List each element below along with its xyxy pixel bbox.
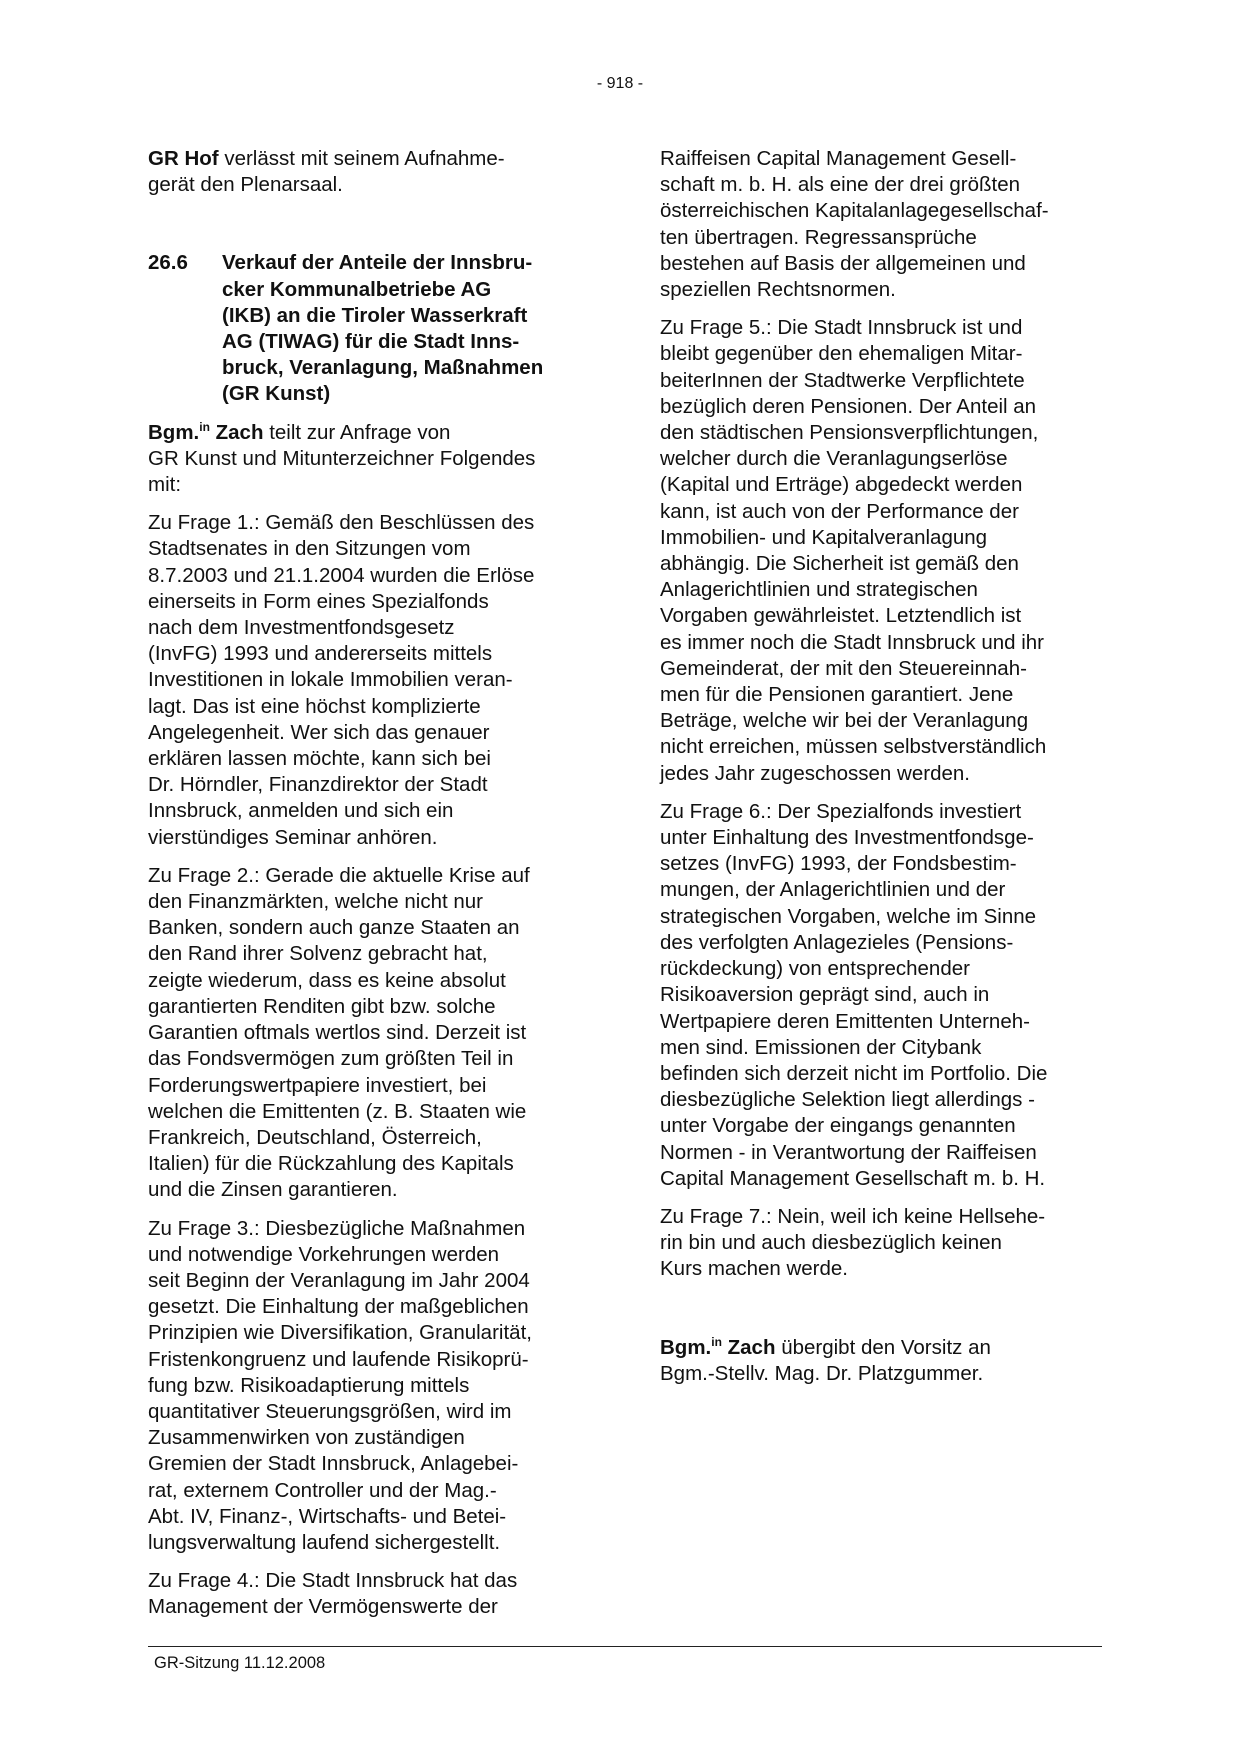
title-line: (GR Kunst) — [222, 382, 331, 406]
answer-question-4-start — [148, 1568, 588, 1620]
answer-question-6 — [660, 799, 1110, 1192]
text-line: Fristenkongruenz und laufende Risikoprü- — [148, 1347, 529, 1371]
speaker-line: GR Kunst und Mitunterzeichner Folgendes — [148, 446, 536, 470]
text-line: gesetzt. Die Einhaltung der maßgeblichen — [148, 1295, 529, 1319]
text-line: Stadtsenates in den Sitzungen vom — [148, 537, 471, 561]
text-line: rat, externem Controller und der Mag.- — [148, 1478, 497, 1502]
speaker-title: Bgm. — [148, 420, 200, 444]
text-line: Management der Vermögenswerte der — [148, 1595, 498, 1619]
answer-question-5 — [660, 315, 1110, 787]
text-line: zeigte wiederum, dass es keine absolut — [148, 968, 506, 992]
text-line: Dr. Hörndler, Finanzdirektor der Stadt — [148, 773, 488, 797]
text-line: mungen, der Anlagerichtlinien und der — [660, 878, 1006, 902]
text-line: Immobilien- und Kapitalveranlagung — [660, 525, 988, 549]
text-line: men sind. Emissionen der Citybank — [660, 1035, 982, 1059]
text-line: beiterInnen der Stadtwerke Verpflichtete — [660, 368, 1025, 392]
title-line: (IKB) an die Tiroler Wasserkraft — [222, 303, 528, 327]
text-line: unter Einhaltung des Investmentfondsge- — [660, 826, 1034, 850]
intro-line: gerät den Plenarsaal. — [148, 173, 343, 197]
text-line: den Finanzmärkten, welche nicht nur — [148, 890, 484, 914]
text-line: des verfolgten Anlagezieles (Pensions- — [660, 930, 1014, 954]
text-line: Frankreich, Deutschland, Österreich, — [148, 1125, 482, 1149]
text-line: welchen die Emittenten (z. B. Staaten wie — [148, 1099, 527, 1123]
text-line: lagt. Das ist eine höchst komplizierte — [148, 694, 481, 718]
text-line: Investitionen in lokale Immobilien veran- — [148, 668, 513, 692]
agenda-item-title — [222, 250, 543, 407]
text-line: Zu Frage 3.: Diesbezügliche Maßnahmen — [148, 1216, 526, 1240]
text-line: Angelegenheit. Wer sich das genauer — [148, 720, 490, 744]
text-line: (Kapital und Erträge) abgedeckt werden — [660, 473, 1023, 497]
text-line: Zu Frage 6.: Der Spezialfonds investiert — [660, 799, 1022, 823]
text-line: men für die Pensionen garantiert. Jene — [660, 683, 1014, 707]
closing-paragraph — [660, 1335, 1110, 1387]
text-line: lungsverwaltung laufend sichergestellt. — [148, 1530, 501, 1554]
text-line: es immer noch die Stadt Innsbruck und ihr — [660, 630, 1044, 654]
text-line: Prinzipien wie Diversifikation, Granularität, — [148, 1321, 532, 1345]
text-line: quantitativer Steuerungsgrößen, wird im — [148, 1399, 512, 1423]
text-line: setzes (InvFG) 1993, der Fondsbestim- — [660, 852, 1017, 876]
text-line: strategischen Vorgaben, welche im Sinne — [660, 904, 1037, 928]
text-line: Raiffeisen Capital Management Gesell- — [660, 147, 1017, 170]
footer-session-date: GR-Sitzung 11.12.2008 — [154, 1654, 326, 1672]
text-line: Zu Frage 5.: Die Stadt Innsbruck ist und — [660, 316, 1023, 340]
text-line: jedes Jahr zugeschossen werden. — [660, 761, 970, 785]
text-line: Garantien oftmals wertlos sind. Derzeit ist — [148, 1021, 527, 1045]
text-line: Zu Frage 1.: Gemäß den Beschlüssen des — [148, 511, 535, 535]
text-line: rin bin und auch diesbezüglich keinen — [660, 1231, 1002, 1255]
closing-line: übergibt den Vorsitz an — [781, 1335, 991, 1359]
text-line: ten übertragen. Regressansprüche — [660, 225, 977, 249]
text-line: 8.7.2003 und 21.1.2004 wurden die Erlöse — [148, 563, 535, 587]
speaker-title-sup: in — [199, 419, 210, 434]
text-line: bestehen auf Basis der allgemeinen und — [660, 251, 1026, 275]
text-line: den Rand ihrer Solvenz gebracht hat, — [148, 942, 488, 966]
text-line: schaft m. b. H. als eine der drei größten — [660, 173, 1021, 197]
closing-speaker-title: Bgm. — [660, 1335, 712, 1359]
closing-speaker-name: Zach — [727, 1335, 776, 1359]
intro-paragraph — [148, 146, 588, 198]
title-line: Verkauf der Anteile der Innsbru- — [222, 251, 533, 275]
text-line: seit Beginn der Veranlagung im Jahr 2004 — [148, 1268, 530, 1292]
text-line: bleibt gegenüber den ehemaligen Mitar- — [660, 342, 1023, 366]
text-line: und die Zinsen garantieren. — [148, 1178, 398, 1202]
answer-question-3 — [148, 1216, 588, 1557]
text-line: Gemeinderat, der mit den Steuereinnah- — [660, 656, 1027, 680]
text-line: erklären lassen möchte, kann sich bei — [148, 747, 491, 771]
closing-speaker-title-sup: in — [711, 1334, 722, 1349]
title-line: AG (TIWAG) für die Stadt Inns- — [222, 330, 520, 354]
speaker-line: teilt zur Anfrage von — [269, 420, 451, 444]
text-line: diesbezügliche Selektion liegt allerdings - — [660, 1088, 1035, 1112]
text-line: Vorgaben gewährleistet. Letztendlich ist — [660, 604, 1022, 628]
text-line: garantierten Renditen gibt bzw. solche — [148, 994, 496, 1018]
text-line: Anlagerichtlinien und strategischen — [660, 578, 978, 602]
agenda-item-number: 26.6 — [148, 251, 188, 275]
text-line: (InvFG) 1993 und andererseits mittels — [148, 642, 493, 666]
speaker-paragraph — [148, 420, 588, 499]
speaker-name: Zach — [215, 420, 264, 444]
text-line: unter Vorgabe der eingangs genannten — [660, 1114, 1016, 1138]
answer-question-2 — [148, 863, 588, 1204]
text-line: Zu Frage 2.: Gerade die aktuelle Krise auf — [148, 863, 530, 887]
text-line: Kurs machen werde. — [660, 1257, 849, 1281]
text-line: Gremien der Stadt Innsbruck, Anlagebei- — [148, 1452, 519, 1476]
text-line: Banken, sondern auch ganze Staaten an — [148, 916, 520, 940]
spacer — [148, 210, 588, 250]
right-column — [660, 146, 1110, 1399]
spacer — [660, 1295, 1110, 1335]
text-line: Risikoaversion geprägt sind, auch in — [660, 983, 990, 1007]
text-line: einerseits in Form eines Spezialfonds — [148, 589, 489, 613]
answer-question-7 — [660, 1204, 1110, 1283]
text-line: den städtischen Pensionsverpflichtungen, — [660, 421, 1039, 445]
text-line: kann, ist auch von der Performance der — [660, 499, 1019, 523]
text-line: rückdeckung) von entsprechender — [660, 957, 970, 981]
answer-question-1 — [148, 510, 588, 851]
text-line: Innsbruck, anmelden und sich ein — [148, 799, 454, 823]
intro-speaker: GR Hof — [148, 147, 219, 170]
text-line: österreichischen Kapitalanlagegesellschaf- — [660, 199, 1049, 223]
page-number: - 918 - — [596, 75, 644, 92]
text-line: vierstündiges Seminar anhören. — [148, 825, 438, 849]
text-line: Normen - in Verantwortung der Raiffeisen — [660, 1140, 1037, 1164]
text-line: Wertpapiere deren Emittenten Unterneh- — [660, 1009, 1030, 1033]
speaker-line: mit: — [148, 473, 182, 497]
text-line: Capital Management Gesellschaft m. b. H. — [660, 1166, 1046, 1190]
left-column — [148, 146, 588, 1633]
text-line: fung bzw. Risikoadaptierung mittels — [148, 1373, 470, 1397]
text-line: nach dem Investmentfondsgesetz — [148, 616, 455, 640]
text-line: und notwendige Vorkehrungen werden — [148, 1242, 500, 1266]
text-line: befinden sich derzeit nicht im Portfolio. Die — [660, 1061, 1048, 1085]
title-line: bruck, Veranlagung, Maßnahmen — [222, 356, 544, 380]
closing-line: Bgm.-Stellv. Mag. Dr. Platzgummer. — [660, 1361, 984, 1385]
text-line: Zu Frage 7.: Nein, weil ich keine Hellsehe- — [660, 1204, 1046, 1228]
title-line: cker Kommunalbetriebe AG — [222, 277, 492, 301]
text-line: Italien) für die Rückzahlung des Kapitals — [148, 1152, 514, 1176]
footer-divider — [148, 1646, 1102, 1647]
text-line: nicht erreichen, müssen selbstverständlich — [660, 735, 1047, 759]
text-line: Zu Frage 4.: Die Stadt Innsbruck hat das — [148, 1569, 518, 1593]
text-line: bezüglich deren Pensionen. Der Anteil an — [660, 394, 1037, 418]
text-line: welcher durch die Veranlagungserlöse — [660, 447, 1008, 471]
text-line: Abt. IV, Finanz-, Wirtschafts- und Betei- — [148, 1504, 507, 1528]
text-line: speziellen Rechtsnormen. — [660, 278, 896, 302]
text-line: Zusammenwirken von zuständigen — [148, 1426, 465, 1450]
text-line: abhängig. Die Sicherheit ist gemäß den — [660, 552, 1019, 576]
text-line: das Fondsvermögen zum größten Teil in — [148, 1047, 514, 1071]
intro-line: verlässt mit seinem Aufnahme- — [224, 147, 505, 170]
agenda-item-heading — [148, 250, 588, 407]
answer-question-4-continued — [660, 146, 1110, 303]
text-line: Forderungswertpapiere investiert, bei — [148, 1073, 487, 1097]
text-line: Beträge, welche wir bei der Veranlagung — [660, 709, 1029, 733]
